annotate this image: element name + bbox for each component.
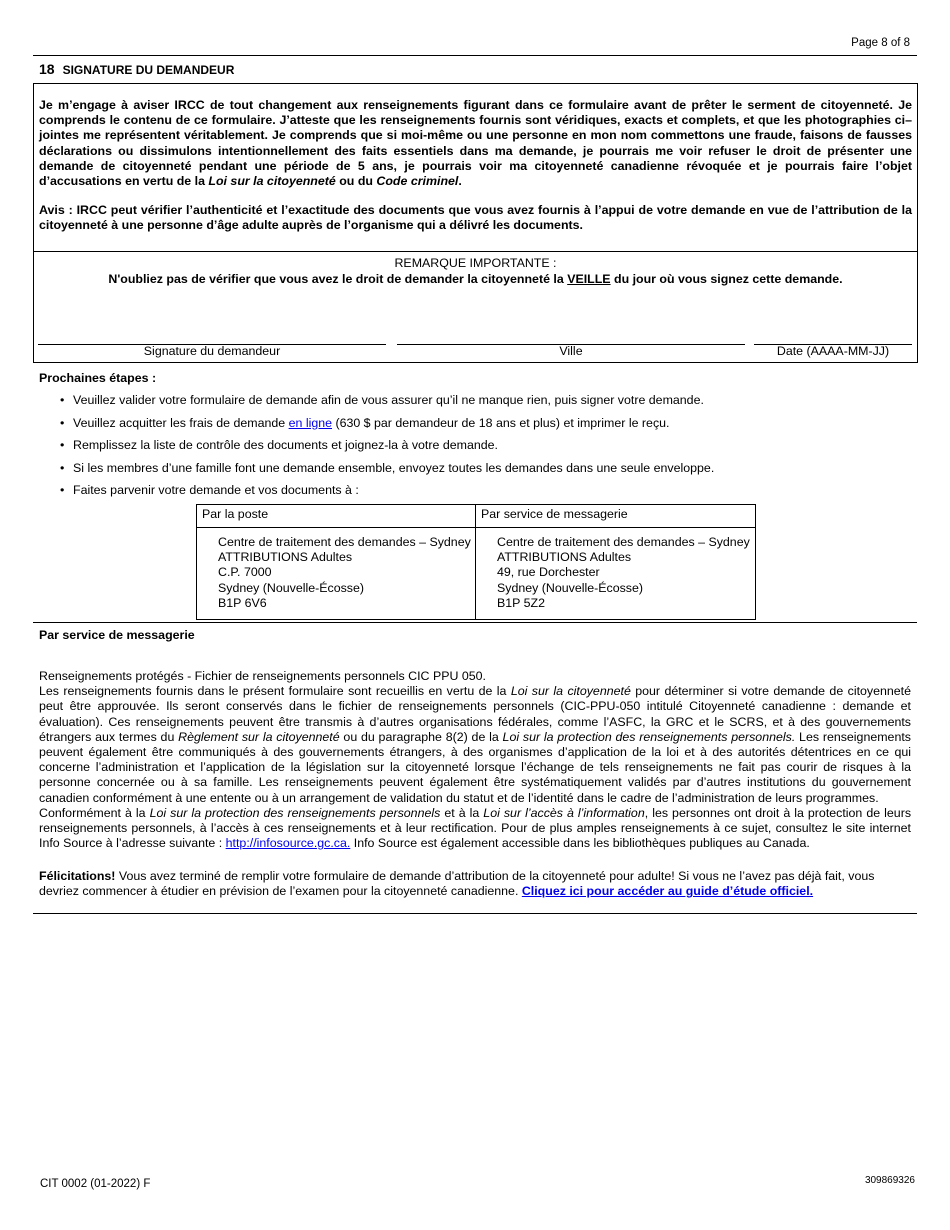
declaration <box>39 98 912 248</box>
declaration-paragraph <box>39 98 912 189</box>
bottom-rule <box>33 913 917 914</box>
online-payment-link[interactable]: en ligne <box>288 415 332 430</box>
list-item: • Veuillez valider votre formulaire de demande afin de vous assurer qu’il ne manque rien, puis signer votre demande. <box>60 392 880 415</box>
law-criminal-code: Code criminel <box>376 174 459 189</box>
section-rule <box>33 622 917 623</box>
list-item: • Faites parvenir votre demande et vos documents à : <box>60 482 880 505</box>
signature-box <box>33 83 918 363</box>
city-label: Ville <box>559 344 583 358</box>
next-steps-list <box>60 392 880 505</box>
remark-emphasis: VEILLE <box>567 272 611 286</box>
address-line: Centre de traitement des demandes – Sydney <box>218 535 471 549</box>
signature-label: Signature du demandeur <box>143 344 281 358</box>
declaration-text: ou du <box>335 174 377 189</box>
courier-header: Par service de messagerie <box>476 505 756 528</box>
page-number: Page 8 of 8 <box>851 37 910 49</box>
list-item: • Veuillez acquitter les frais de demande en ligne (630 $ par demandeur de 18 ans et plus) et imprimer le reçu. <box>60 415 880 438</box>
law-citizenship-act: Loi sur la citoyenneté <box>208 174 336 189</box>
list-item: • Si les membres d’une famille font une demande ensemble, envoyez toutes les demandes dans une seule enveloppe. <box>60 460 880 483</box>
address-line: ATTRIBUTIONS Adultes <box>497 550 632 565</box>
address-line: Centre de traitement des demandes – Sydney <box>497 535 750 549</box>
courier-heading: Par service de messagerie <box>39 628 195 642</box>
privacy-notice: Renseignements protégés - Fichier de renseignements personnels CIC PPU 050. Les renseignements fournis dans le présent formulaire sont recueillis en vertu de la Loi sur la citoyenneté pour déterminer si votre demande de citoyenneté peut être approuvée. Ils seront conservés dans le fichier de renseignements personnels (CIC-PPU-050 intitulé Citoyenneté canadienne : demande et évaluation). Ces renseignements peuvent être transmis à d’autres organisations fédérales, comme l’ASFC, la GRC et le SCRS, et à des gouvernements étrangers aux termes du Règlement sur la citoyenneté ou du paragraphe 8(2) de la Loi sur la protection des renseignements personnels. Les renseignements peuvent également être communiqués à des gouvernements étrangers, à des organismes d’application de la loi et à des autorités détentrices en ce qui concerne l’administration et l’application de la législation sur la citoyenneté lorsque l’échange de tels renseignements ne fait pas courir de risques à la personne concernée ou à sa famille. Les renseignements peuvent également être systématiquement validés par d’autres institutions du gouvernement canadien conformément à une entente ou à un arrangement de validation du statut et de l’identité dans le cadre de l’administration de leurs programmes. Conformément à la Loi sur la protection des renseignements personnels et à la Loi sur l’accès à l’information, les personnes ont droit à la protection de leurs renseignements personnels, à l’accès à ces renseignements et à leur rectification. Pour de plus amples renseignements à ce sujet, consultez le site internet Info Source à l’adresse suivante : http://infosource.gc.ca. Info Source est également accessible dans les bibliothèques publiques au Canada. <box>39 669 912 851</box>
address-line: B1P 6V6 <box>218 595 267 610</box>
address-line: B1P 5Z2 <box>497 595 545 610</box>
address-line: 49, rue Dorchester <box>497 565 600 580</box>
privacy-title: Renseignements protégés - Fichier de renseignements personnels CIC PPU 050. <box>39 669 486 683</box>
declaration-text: Je m’engage à aviser IRCC de tout changement aux renseignements figurant dans ce formulaire avant de prêter le serment de citoyenneté. Je comprends le contenu de ce formulaire. J’atteste que les renseignements fournis sont véridiques, exacts et complets, et que les photographies ci–jointes me représentent véritablement. Je comprends que si moi-même ou une personne en mon nom commettons une fraude, faisons de fausses déclarations ou dissimulons intentionnellement des faits essentiels dans ma demande, je pourrais me voir refuser le droit de présenter une demande de citoyenneté pendant une période de 5 ans, je pourrais voir ma citoyenneté canadienne révoquée et je pourrais faire l’objet d’accusations en vertu de la <box>39 98 912 189</box>
infosource-link[interactable]: http://infosource.gc.ca. <box>225 836 351 851</box>
top-rule <box>33 55 917 56</box>
congrats-bold: Félicitations! <box>39 869 116 883</box>
address-line: Sydney (Nouvelle-Écosse) <box>218 580 364 595</box>
next-steps-title: Prochaines étapes : <box>39 371 157 385</box>
important-remark <box>34 255 917 287</box>
address-line: C.P. 7000 <box>218 565 272 580</box>
date-label: Date (AAAA-MM-JJ) <box>776 344 890 358</box>
declaration-text: . <box>458 174 462 189</box>
list-item: • Remplissez la liste de contrôle des documents et joignez-la à votre demande. <box>60 437 880 460</box>
mailing-address-table <box>196 504 756 620</box>
mail-address <box>197 528 476 620</box>
barcode-number: 309869326 <box>864 1175 915 1186</box>
section-title-text: SIGNATURE DU DEMANDEUR <box>62 63 235 77</box>
congratulations: Félicitations! Vous avez terminé de remplir votre formulaire de demande d’attribution de la citoyenneté pour adulte! Si vous ne l’avez pas déjà fait, vous devriez commencer à étudier en prévision de l’examen pour la citoyenneté canadienne. Cliquez ici pour accéder au guide d’étude officiel. <box>39 869 875 899</box>
remark-text: N'oubliez pas de vérifier que vous avez le droit de demander la citoyenneté la VEILLE du jour où vous signez cette demande. <box>108 272 843 286</box>
courier-address <box>476 528 756 620</box>
box-divider <box>34 251 917 252</box>
study-guide-link[interactable]: Cliquez ici pour accéder au guide d’étude officiel. <box>521 884 814 899</box>
section-title <box>39 61 234 77</box>
address-line: ATTRIBUTIONS Adultes <box>218 550 353 565</box>
mail-header: Par la poste <box>197 505 476 528</box>
address-line: Sydney (Nouvelle-Écosse) <box>497 580 643 595</box>
form-code: CIT 0002 (01-2022) F <box>40 1178 151 1190</box>
remark-title: REMARQUE IMPORTANTE : <box>394 256 557 270</box>
notice-paragraph: Avis : IRCC peut vérifier l’authenticité et l’exactitude des documents que vous avez fournis à l’appui de votre demande en vue de l’attribution de la citoyenneté à une personne d’âge adulte auprès de l’organisme qui a délivré les documents. <box>39 203 912 233</box>
section-number: 18 <box>39 61 55 77</box>
